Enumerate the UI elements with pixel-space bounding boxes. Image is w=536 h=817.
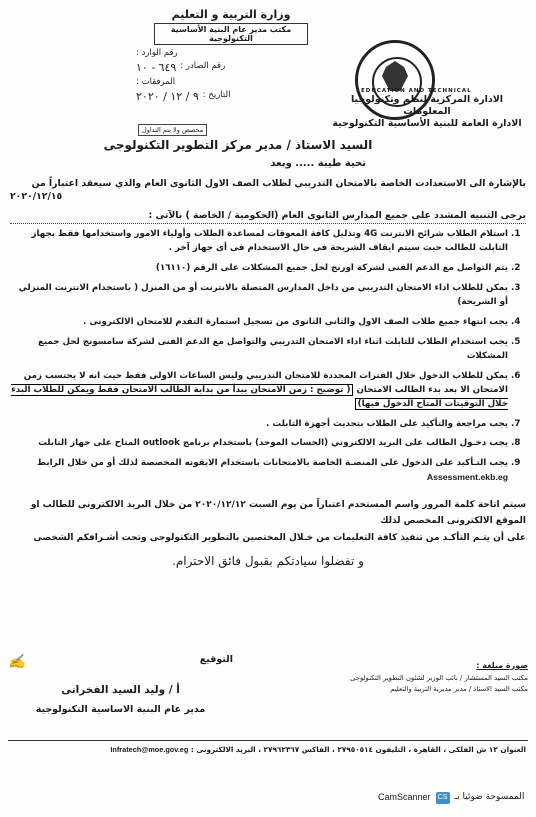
ministry-stamp xyxy=(136,8,326,103)
list-item: 3. يمكن للطلاب اداء الامتحان التدريبي من داخل المدارس المتصلة بالانترنت أو من المنزل ( باستخدام الانترنت المنزلي أو الشريحة) xyxy=(10,282,508,310)
ministry-name: وزارة التربية و التعليم xyxy=(171,8,291,21)
cs-logo-icon: CS xyxy=(436,792,450,804)
list-item: 1. استلام الطلاب شرائح الانترنت 4G وتذليل كافة المعوقات لمساعدة الطلاب وأولياء الامور واستخدامها فقط بجهاز التابلت للطالب حيث سيتم ايقاف الشريحة فى حال الاستخدام فى أى جهاز آخر . xyxy=(10,228,508,256)
copy-line-1: مكتب السيد المستشار / نائب الوزير لشئون التطوير التكنولوجى xyxy=(350,673,528,682)
item-6-text: يمكن للطلاب الدخول خلال الفترات المحددة للامتحان التدريبي وليس الساعات الاولى فقط حيث انه لا يحتسب زمن الامتحان الا بعد بدء الطالب الامتحان xyxy=(23,370,508,395)
copy-recipients xyxy=(350,660,528,695)
footer-address xyxy=(10,745,526,754)
list-item xyxy=(10,370,508,412)
attachments-label: المرفقات : xyxy=(136,77,176,87)
incoming-row xyxy=(136,48,326,58)
list-item: 5. يجب استخدام الطلاب للتابلت اثناء اداء الامتحان التدريبي والتواصل مع الدعم الفنى لشركة سامسونج لحل جميع المشكلات xyxy=(10,336,508,364)
signature-row xyxy=(8,654,233,670)
authority-title xyxy=(327,94,527,130)
outgoing-number: ٦٤٩ - ١٠ xyxy=(136,61,177,74)
footer-divider xyxy=(8,740,528,741)
date-value: ٩ / ١٢ / ٢٠٢٠ xyxy=(136,90,199,103)
address-text: العنوان ١٢ ش الفلكى ، القاهرة ، التليفون ٢٧٩٥٠٥١٤ ، الفاكس ٢٧٩٦٢٣٦٧ ، البريد الالكترونى : xyxy=(190,745,526,754)
signer-name: أ / وليد السيد الفخرانى xyxy=(61,684,180,696)
intro-date: ٢٠٢٠/١٢/١٥ xyxy=(10,191,63,203)
attachments-row xyxy=(136,77,326,87)
letter-body xyxy=(10,138,526,568)
handwritten-signature: ✍ xyxy=(8,654,26,670)
requirements-title: برجى التنبيه المشدد على جميع المدارس الثانوى العام (الحكومية / الخاصة ) بالآتى : xyxy=(10,210,526,224)
authority-line-2: الادارة العامة للبنية الأساسية التكنولوجية xyxy=(332,117,522,129)
exam-link[interactable]: Assessment.ekb.eg xyxy=(426,472,508,483)
supervision-notice: على أن يتـم التأكـد من تنفيذ كافة التعليمات من خـلال المختصين بالتطوير التكنولوجى وتحت أشـرافكم الشخصى xyxy=(33,532,526,543)
intro-paragraph: بالإشارة الى الاستعدادت الخاصة بالامتحان التدريبي لطلاب الصف الاول الثانوى العام والذي سيعقد اعتباراً من xyxy=(31,178,526,189)
list-item: 8. يجب دخـول الطالب على البريد الالكتروني (الحساب الموحد) باستخدام برنامج outlook المتاح على جهاز التابلت xyxy=(10,437,508,451)
outgoing-row xyxy=(136,61,326,74)
addressee: السيد الاستاذ / مدير مركز التطوير التكنولوجى xyxy=(103,138,373,152)
copy-line-2: مكتب السيد الاستاذ / مدير مديرية التربية والتعليم xyxy=(390,684,528,693)
list-item: 2. يتم التواصل مع الدعم الفنى لشركة اورنج لحل جميع المشكلات على الرقم (١٦١١٠) xyxy=(10,262,508,276)
closing-line: و تفضلوا سيادتكم بقبول فائق الاحترام. xyxy=(172,554,364,569)
scanner-app-name: CamScanner xyxy=(378,792,431,802)
signature-block xyxy=(8,654,233,715)
list-item xyxy=(10,457,508,486)
copy-heading: صورة مبلغة : xyxy=(476,661,528,670)
logo-caption: EDUCATION AND TECHNICAL xyxy=(361,88,472,94)
date-label: التاريخ : xyxy=(202,90,231,100)
date-row xyxy=(136,90,326,103)
scanner-watermark xyxy=(378,792,524,804)
item-6-note: ( توضيح : زمن الامتحان يبدأ من بداية الطالب الامتحان فقط ويمكن للطلاب البدء خلال التوقيتات المتاح الدخول فيها) xyxy=(11,384,508,409)
outgoing-label: رقم الصادر : xyxy=(180,61,226,71)
list-item: 4. يجب انتهاء جميع طلاب الصف الاول والثانى الثانوى من تسجيل استمارة التقدم للامتحان الالكترونى . xyxy=(10,316,508,330)
circulation-tag: مخصص ولا يتم التداول xyxy=(138,124,207,136)
signature-label: التوقيع xyxy=(199,654,233,665)
greeting: تحية طيبة ..... وبعد xyxy=(270,158,366,169)
password-notice: سيتم اتاحة كلمة المرور واسم المستخدم اعتباراً من يوم السبت ٢٠٢٠/١٢/١٢ من خلال البريد الالكترونى للطالب او الموقع الالكترونى المخصص لذلك xyxy=(30,500,526,526)
signer-role: مدير عام البنية الاساسية التكنولوجية xyxy=(35,704,206,715)
authority-line-1: الادارة المركزية لنظم وتكنولوجيا المعلومات xyxy=(350,94,504,117)
item-9-text: يجب التـأكيد على الدخول على المنصـة الخاصة بالامتحانات باستخدام الايقونه المخصصة لذلك أو من خلال الرابط xyxy=(37,458,508,469)
requirements-list xyxy=(10,228,526,486)
footer-email[interactable]: Infratech@moe.gov.eg xyxy=(110,745,189,754)
list-item: 7. يجب مراجعة والتأكيد على الطلاب بتحديث أجهزة التابلت . xyxy=(10,418,508,432)
scanner-label: الممسوحة ضوئيا بـ xyxy=(454,792,525,802)
ministry-office: مكتب مدير عام البنية الأساسية التكنولوجية xyxy=(154,23,308,45)
incoming-label: رقم الوارد : xyxy=(136,48,178,58)
